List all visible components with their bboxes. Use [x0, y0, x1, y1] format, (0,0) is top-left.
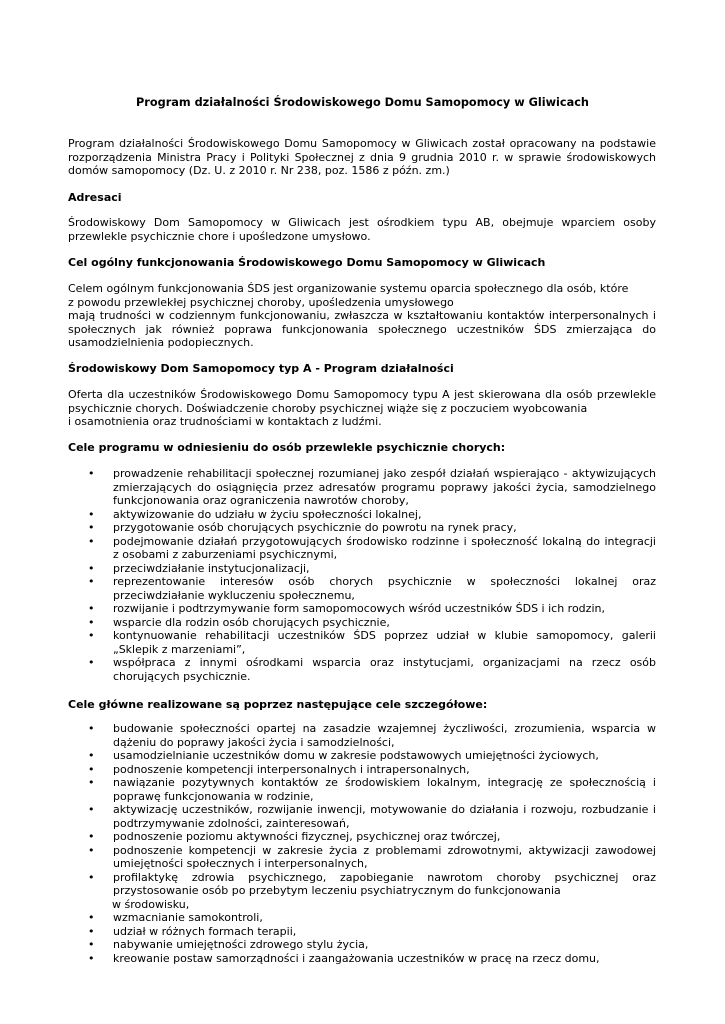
bullet-icon: • [88, 629, 95, 642]
bullet-icon: • [88, 656, 95, 669]
list-item: • wzmacnianie samokontroli, [88, 911, 263, 924]
bullet-icon: • [88, 722, 95, 735]
heading-cel-ogolny: Cel ogólny funkcjonowania Środowiskowego Domu Samopomocy w Gliwicach [68, 256, 546, 269]
typ-a-text-2: i osamotnienia oraz trudnościami w kontaktach z ludźmi. [68, 415, 382, 428]
cel-ogolny-line-2: z powodu przewlekłej psychicznej choroby, upośledzenia umysłowego [68, 295, 454, 309]
bullet-icon: • [88, 938, 95, 951]
list-item: • kreowanie postaw samorządności i zaangażowania uczestników w pracę na rzecz domu, [88, 951, 600, 965]
bullet-icon: • [88, 843, 95, 857]
list-item: • podnoszenie poziomu aktywności fizycznej, psychicznej oraz twórczej, [88, 830, 501, 843]
list-item-continuation: w środowisku, [112, 897, 190, 911]
bullet-icon: • [88, 830, 95, 843]
cel-ogolny-paragraph [68, 282, 656, 350]
list-item: • nawiązanie pozytywnych kontaktów ze środowiskiem lokalnym, integrację ze społecznością i poprawę funkcjonowania w rodzinie, [88, 776, 656, 803]
list-item: • nabywanie umiejętności zdrowego stylu życia, [88, 938, 369, 951]
list-item: • budowanie społeczności opartej na zasadzie wzajemnej życzliwości, zrozumienia, wsparcia w dążeniu do poprawy jakości życia i samodzielności, [88, 722, 656, 749]
list-item: • rozwijanie i podtrzymywanie form samopomocowych wśród uczestników ŚDS i ich rodzin, [88, 602, 605, 615]
list-item: • aktywizowanie do udziału w życiu społeczności lokalnej, [88, 507, 422, 521]
adresaci-paragraph: Środowiskowy Dom Samopomocy w Gliwicach jest ośrodkiem typu AB, obejmuje wparciem osoby przewlekle psychicznie chore i upośledzone umysłowo. [68, 216, 656, 243]
heading-adresaci: Adresaci [68, 191, 122, 204]
cel-ogolny-line-1: Celem ogólnym funkcjonowania ŚDS jest organizowanie systemu oparcia społecznego dla osób, które [68, 282, 629, 295]
list-item: • podnoszenie kompetencji interpersonalnych i intrapersonalnych, [88, 762, 470, 776]
list-item: • aktywizację uczestników, rozwijanie inwencji, motywowanie do działania i rozwoju, rozbudzanie i podtrzymywanie zdolności, zainteresowań, [88, 803, 656, 830]
typ-a-paragraph [68, 388, 656, 429]
typ-a-text-1: Oferta dla uczestników Środowiskowego Domu Samopomocy typu A jest skierowana dla osób przewlekle psychicznie chorych. Doświadczenie choroby psychicznej wiąże się z poczuciem wyobcowania [68, 388, 656, 415]
bullet-icon: • [88, 615, 95, 629]
list-item: • prowadzenie rehabilitacji społecznej rozumianej jako zespół działań wspierająco - aktywizujących zmierzających do osiągnięcia przez adresatów programu poprawy jakości życia, samodzielnego funkcjonowania oraz ograniczenia nawrotów choroby, [88, 467, 656, 507]
list-item: • przygotowanie osób chorujących psychicznie do powrotu na rynek pracy, [88, 521, 517, 534]
cele-programu-list [68, 467, 656, 683]
cel-ogolny-line-3: mają trudności w codziennym funkcjonowaniu, zwłaszcza w kształtowaniu kontaktów interpersonalnych i społecznych jak również poprawa funkcjonowania społecznego uczestników ŚDS zmierzająca do usamodzielnienia podopiecznych. [68, 309, 656, 349]
bullet-icon: • [88, 749, 95, 762]
cele-szczegolowe-list [68, 722, 656, 965]
list-item: • wsparcie dla rodzin osób chorujących psychicznie, [88, 615, 390, 629]
bullet-icon: • [88, 575, 95, 588]
list-item: • podejmowanie działań przygotowujących środowisko rodzinne i społeczność lokalną do integracji z osobami z zaburzeniami psychicznymi, [88, 534, 656, 561]
bullet-icon: • [88, 521, 95, 534]
list-item: • współpraca z innymi ośrodkami wsparcia oraz instytucjami, organizacjami na rzecz osób chorujących psychicznie. [88, 656, 656, 683]
bullet-icon: • [88, 870, 95, 884]
bullet-icon: • [88, 534, 95, 548]
list-item: • podnoszenie kompetencji w zakresie życia z problemami zdrowotnymi, aktywizacji zawodowej umiejętności społecznych i interpersonalnych, [88, 843, 656, 870]
heading-typ-a: Środowiskowy Dom Samopomocy typ A - Program działalności [68, 362, 454, 375]
intro-paragraph: Program działalności Środowiskowego Domu Samopomocy w Gliwicach został opracowany na podstawie rozporządzenia Ministra Pracy i Polityki Społecznej z dnia 9 grudnia 2010 r. w sprawie środowiskowych domów samopomocy (Dz. U. z 2010 r. Nr 238, poz. 1586 z późn. zm.) [68, 137, 656, 177]
list-item: • przeciwdziałanie instytucjonalizacji, [88, 561, 310, 575]
document-title: Program działalności Środowiskowego Domu Samopomocy w Gliwicach [136, 96, 589, 109]
bullet-icon: • [88, 507, 95, 521]
bullet-icon: • [88, 467, 95, 480]
list-item: • udział w różnych formach terapii, [88, 924, 297, 938]
bullet-icon: • [88, 776, 95, 789]
bullet-icon: • [88, 924, 95, 938]
bullet-icon: • [88, 911, 95, 924]
heading-cele-programu: Cele programu w odniesieniu do osób przewlekle psychicznie chorych: [68, 441, 506, 454]
list-item: • reprezentowanie interesów osób chorych psychicznie w społeczności lokalnej oraz przeciwdziałanie wykluczeniu społecznemu, [88, 575, 656, 602]
heading-cele-szczegolowe: Cele główne realizowane są poprzez następujące cele szczegółowe: [68, 698, 488, 711]
list-item: • usamodzielnianie uczestników domu w zakresie podstawowych umiejętności życiowych, [88, 749, 599, 762]
list-item: • profilaktykę zdrowia psychicznego, zapobieganie nawrotom choroby psychicznej oraz przystosowanie osób po przebytym leczeniu psychiatrycznym do funkcjonowania [88, 870, 656, 897]
list-item: • kontynuowanie rehabilitacji uczestników ŚDS poprzez udział w klubie samopomocy, galerii „Sklepik z marzeniami”, [88, 629, 656, 656]
bullet-icon: • [88, 762, 95, 776]
bullet-icon: • [88, 602, 95, 615]
bullet-icon: • [88, 951, 95, 965]
bullet-icon: • [88, 561, 95, 575]
bullet-icon: • [88, 803, 95, 816]
